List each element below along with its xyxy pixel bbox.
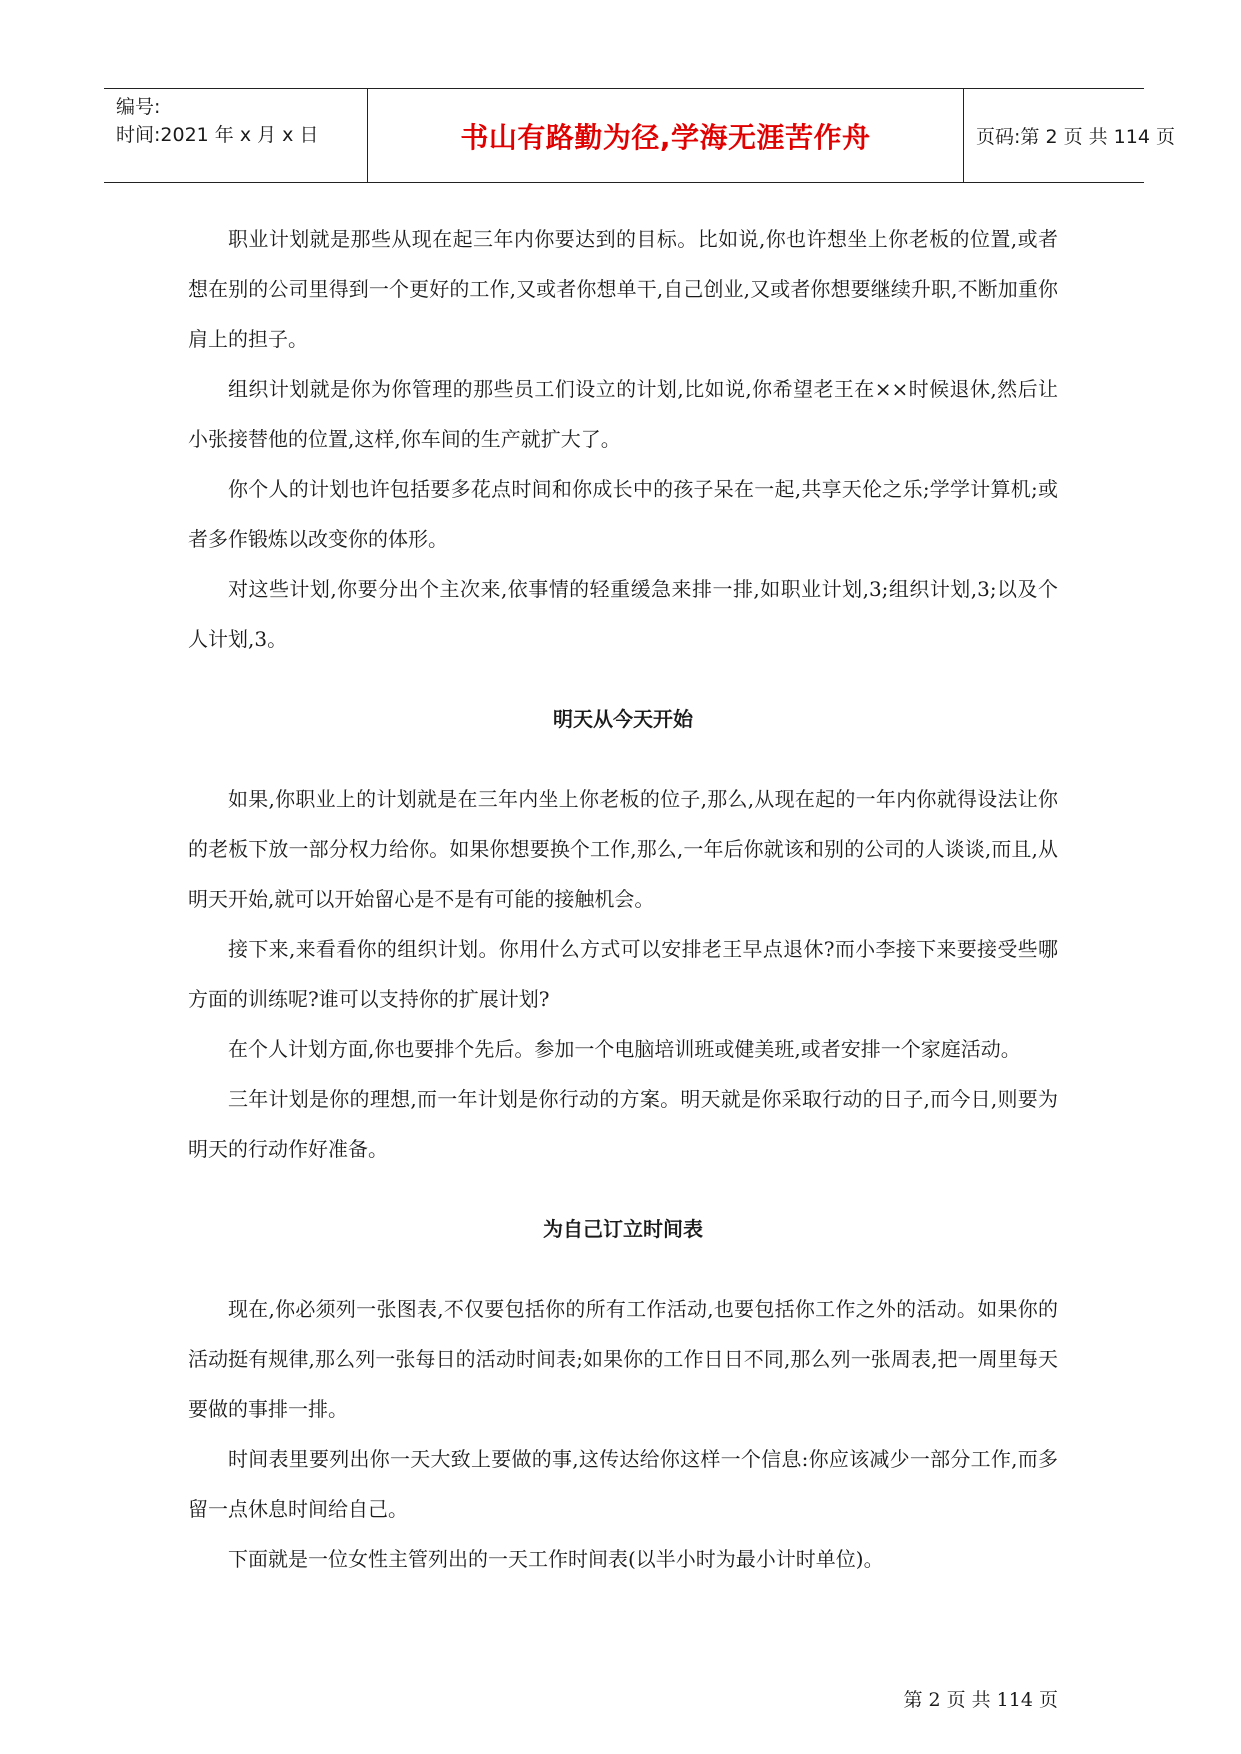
header-info-cell <box>104 89 368 182</box>
paragraph: 接下来,来看看你的组织计划。你用什么方式可以安排老王早点退休?而小李接下来要接受些哪方面的训练呢?谁可以支持你的扩展计划? <box>188 937 1058 1011</box>
header-motto-cell <box>368 89 964 182</box>
header-motto: 书山有路勤为径,学海无涯苦作舟 <box>460 120 871 154</box>
page-footer <box>903 1685 1058 1712</box>
header-page-cell <box>964 89 1175 182</box>
header-page-number: 页码:第 2 页 共 114 页 <box>976 126 1175 148</box>
paragraph: 职业计划就是那些从现在起三年内你要达到的目标。比如说,你也许想坐上你老板的位置,或者想在别的公司里得到一个更好的工作,又或者你想单干,自己创业,又或者你想要继续升职,不断加重你肩上的担子。 <box>188 227 1058 351</box>
document-number-label: 编号: <box>116 96 161 118</box>
paragraph: 你个人的计划也许包括要多花点时间和你成长中的孩子呆在一起,共享天伦之乐;学学计算机;或者多作锻炼以改变你的体形。 <box>188 477 1058 551</box>
section-heading: 明天从今天开始 <box>553 707 693 731</box>
document-body <box>188 214 1058 1584</box>
section-heading: 为自己订立时间表 <box>543 1217 703 1241</box>
paragraph: 三年计划是你的理想,而一年计划是你行动的方案。明天就是你采取行动的日子,而今日,则要为明天的行动作好准备。 <box>188 1087 1058 1161</box>
document-date-label: 时间:2021 年 x 月 x 日 <box>116 124 319 146</box>
paragraph: 组织计划就是你为你管理的那些员工们设立的计划,比如说,你希望老王在××时候退休,然后让小张接替他的位置,这样,你车间的生产就扩大了。 <box>188 377 1058 451</box>
paragraph: 现在,你必须列一张图表,不仅要包括你的所有工作活动,也要包括你工作之外的活动。如果你的活动挺有规律,那么列一张每日的活动时间表;如果你的工作日日不同,那么列一张周表,把一周里每天要做的事排一排。 <box>188 1297 1058 1421</box>
paragraph: 对这些计划,你要分出个主次来,依事情的轻重缓急来排一排,如职业计划,3;组织计划,3;以及个人计划,3。 <box>188 577 1058 651</box>
paragraph: 时间表里要列出你一天大致上要做的事,这传达给你这样一个信息:你应该减少一部分工作,而多留一点休息时间给自己。 <box>188 1447 1058 1521</box>
paragraph: 在个人计划方面,你也要排个先后。参加一个电脑培训班或健美班,或者安排一个家庭活动。 <box>228 1037 1021 1061</box>
page-header <box>104 88 1175 183</box>
paragraph: 下面就是一位女性主管列出的一天工作时间表(以半小时为最小计时单位)。 <box>228 1547 884 1571</box>
paragraph: 如果,你职业上的计划就是在三年内坐上你老板的位子,那么,从现在起的一年内你就得设法让你的老板下放一部分权力给你。如果你想要换个工作,那么,一年后你就该和别的公司的人谈谈,而且,从明天开始,就可以开始留心是不是有可能的接触机会。 <box>188 787 1058 911</box>
footer-page-number: 第 2 页 共 114 页 <box>903 1689 1058 1711</box>
